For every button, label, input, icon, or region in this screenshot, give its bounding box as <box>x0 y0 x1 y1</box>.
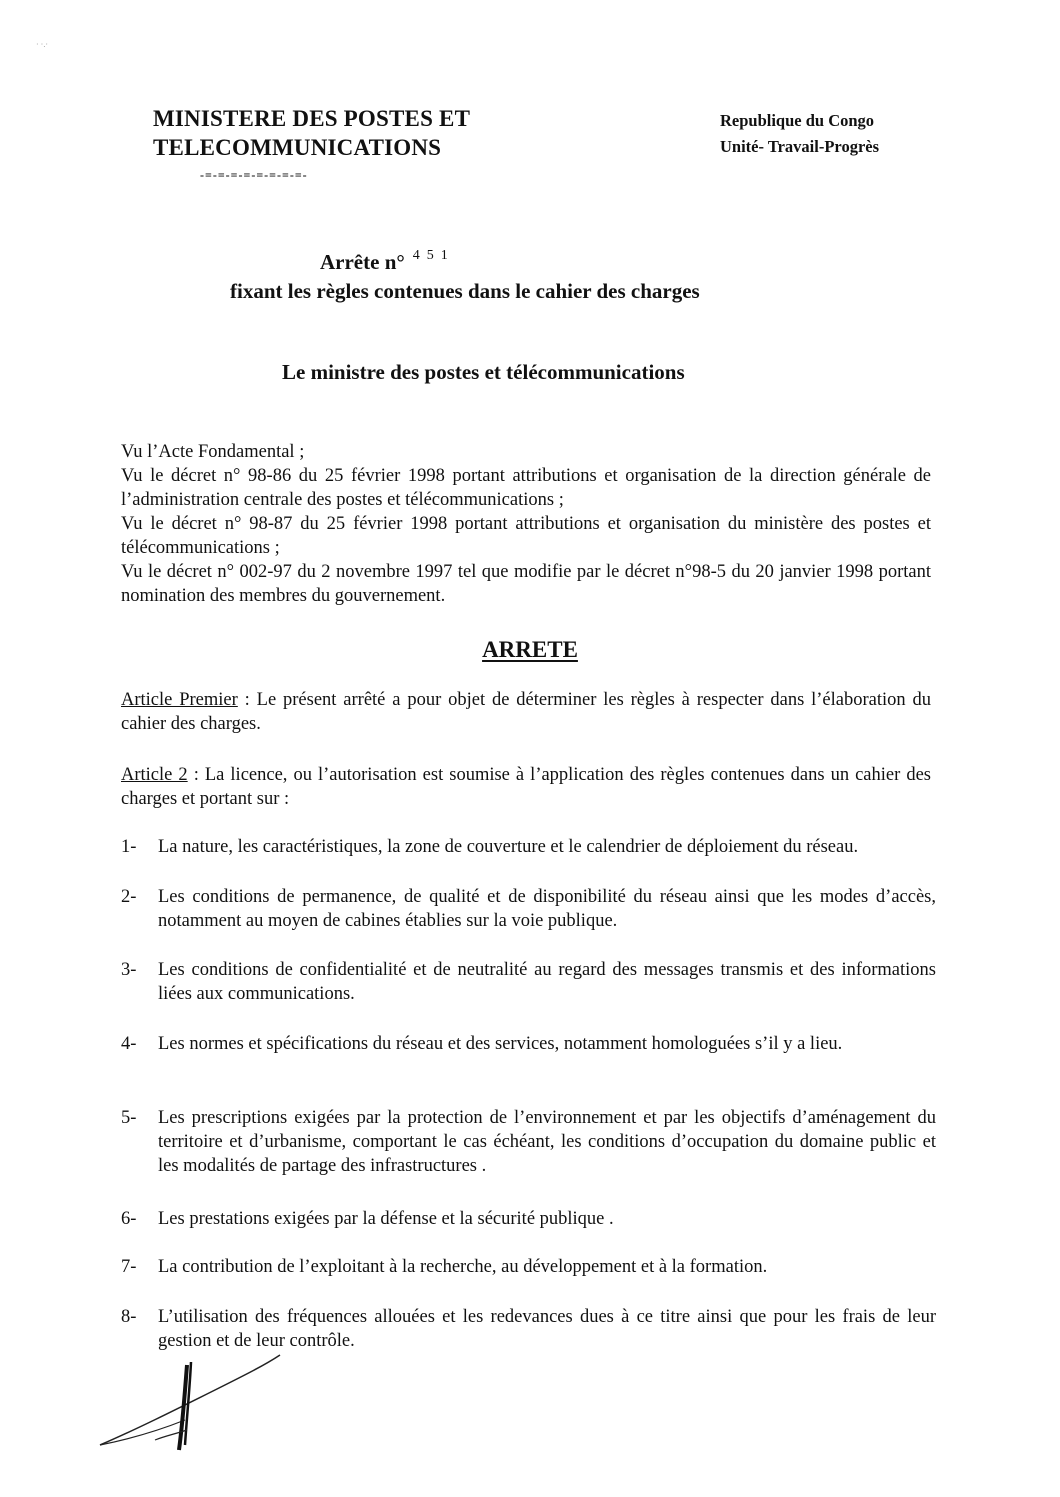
ministry-header <box>153 104 470 162</box>
arrete-subtitle: fixant les règles contenues dans le cahier des charges <box>230 279 700 303</box>
article-text: : La licence, ou l’autorisation est soumise à l’application des règles contenues dans un cahier des charges et portant sur : <box>121 765 931 809</box>
article-label: Article 2 <box>121 765 188 785</box>
arrete-number: 451 <box>412 248 455 263</box>
list-number: 8- <box>121 1307 137 1327</box>
list-number: 1- <box>121 837 137 857</box>
republic-header <box>720 108 879 160</box>
list-item <box>121 1106 936 1178</box>
vu-line: Vu le décret n° 98-86 du 25 février 1998 portant attributions et organisation de la direction générale de l’administration centrale des postes et télécommunications ; <box>121 466 931 510</box>
vu-block <box>121 440 931 608</box>
list-text: Les conditions de permanence, de qualité et de disponibilité du réseau ainsi que les modes d’accès, notamment au moyen de cabines établies sur la voie publique. <box>158 887 936 931</box>
republic-motto: Unité- Travail-Progrès <box>720 137 880 156</box>
list-number: 6- <box>121 1209 137 1229</box>
article-2 <box>121 763 931 811</box>
list-item <box>121 1032 936 1056</box>
list-text: La nature, les caractéristiques, la zone de couverture et le calendrier de déploiement du réseau. <box>158 837 859 857</box>
list-text: Les normes et spécifications du réseau et des services, notamment homologuées s’il y a lieu. <box>158 1034 843 1054</box>
article-text: : Le présent arrêté a pour objet de déterminer les règles à respecter dans l’élaboration du cahier des charges. <box>121 690 931 734</box>
list-text: Les prescriptions exigées par la protection de l’environnement et par les objectifs d’aménagement du territoire et d’urbanisme, comportant le cas échéant, les conditions d’occupation du domaine public et les modalités de partage des infrastructures . <box>158 1108 936 1176</box>
list-text: Les prestations exigées par la défense et la sécurité publique . <box>158 1209 614 1229</box>
vu-line: Vu le décret n° 002-97 du 2 novembre 1997 tel que modifie par le décret n°98-5 du 20 janvier 1998 portant nomination des membres du gouvernement. <box>121 562 931 606</box>
list-item <box>121 885 936 933</box>
republic-name: Republique du Congo <box>720 111 875 130</box>
list-text: La contribution de l’exploitant à la recherche, au développement et à la formation. <box>158 1257 768 1277</box>
arrete-label: Arrête n° <box>320 250 405 274</box>
list-item <box>121 1305 936 1353</box>
article-premier <box>121 688 931 736</box>
list-item <box>121 958 936 1006</box>
ministry-line-1: MINISTERE DES POSTES ET <box>153 106 471 131</box>
list-text: L’utilisation des fréquences allouées et les redevances dues à ce titre ainsi que pour les frais de leur gestion et de leur contrôle. <box>158 1307 936 1351</box>
ministry-line-2: TELECOMMUNICATIONS <box>153 135 442 160</box>
vu-line: Vu le décret n° 98-87 du 25 février 1998 portant attributions et organisation du ministère des postes et télécommunications ; <box>121 514 931 558</box>
arrete-number-title <box>320 250 455 275</box>
handwritten-signature <box>95 1350 285 1460</box>
list-item <box>121 1255 936 1279</box>
minister-heading: Le ministre des postes et télécommunications <box>282 360 685 384</box>
list-item <box>121 835 936 859</box>
list-item <box>121 1207 936 1231</box>
list-text: Les conditions de confidentialité et de neutralité au regard des messages transmis et des informations liées aux communications. <box>158 960 936 1004</box>
list-number: 2- <box>121 887 137 907</box>
article-label: Article Premier <box>121 690 238 710</box>
ministry-decorative-rule: -=-=-=-=-=-=-=-=- <box>200 168 308 182</box>
list-number: 3- <box>121 960 137 980</box>
vu-line: Vu l’Acte Fondamental ; <box>121 442 305 462</box>
decree-heading: ARRETE <box>482 637 578 662</box>
list-number: 4- <box>121 1034 137 1054</box>
list-number: 7- <box>121 1257 137 1277</box>
scan-speck: · ·.· <box>36 40 48 49</box>
list-number: 5- <box>121 1108 137 1128</box>
